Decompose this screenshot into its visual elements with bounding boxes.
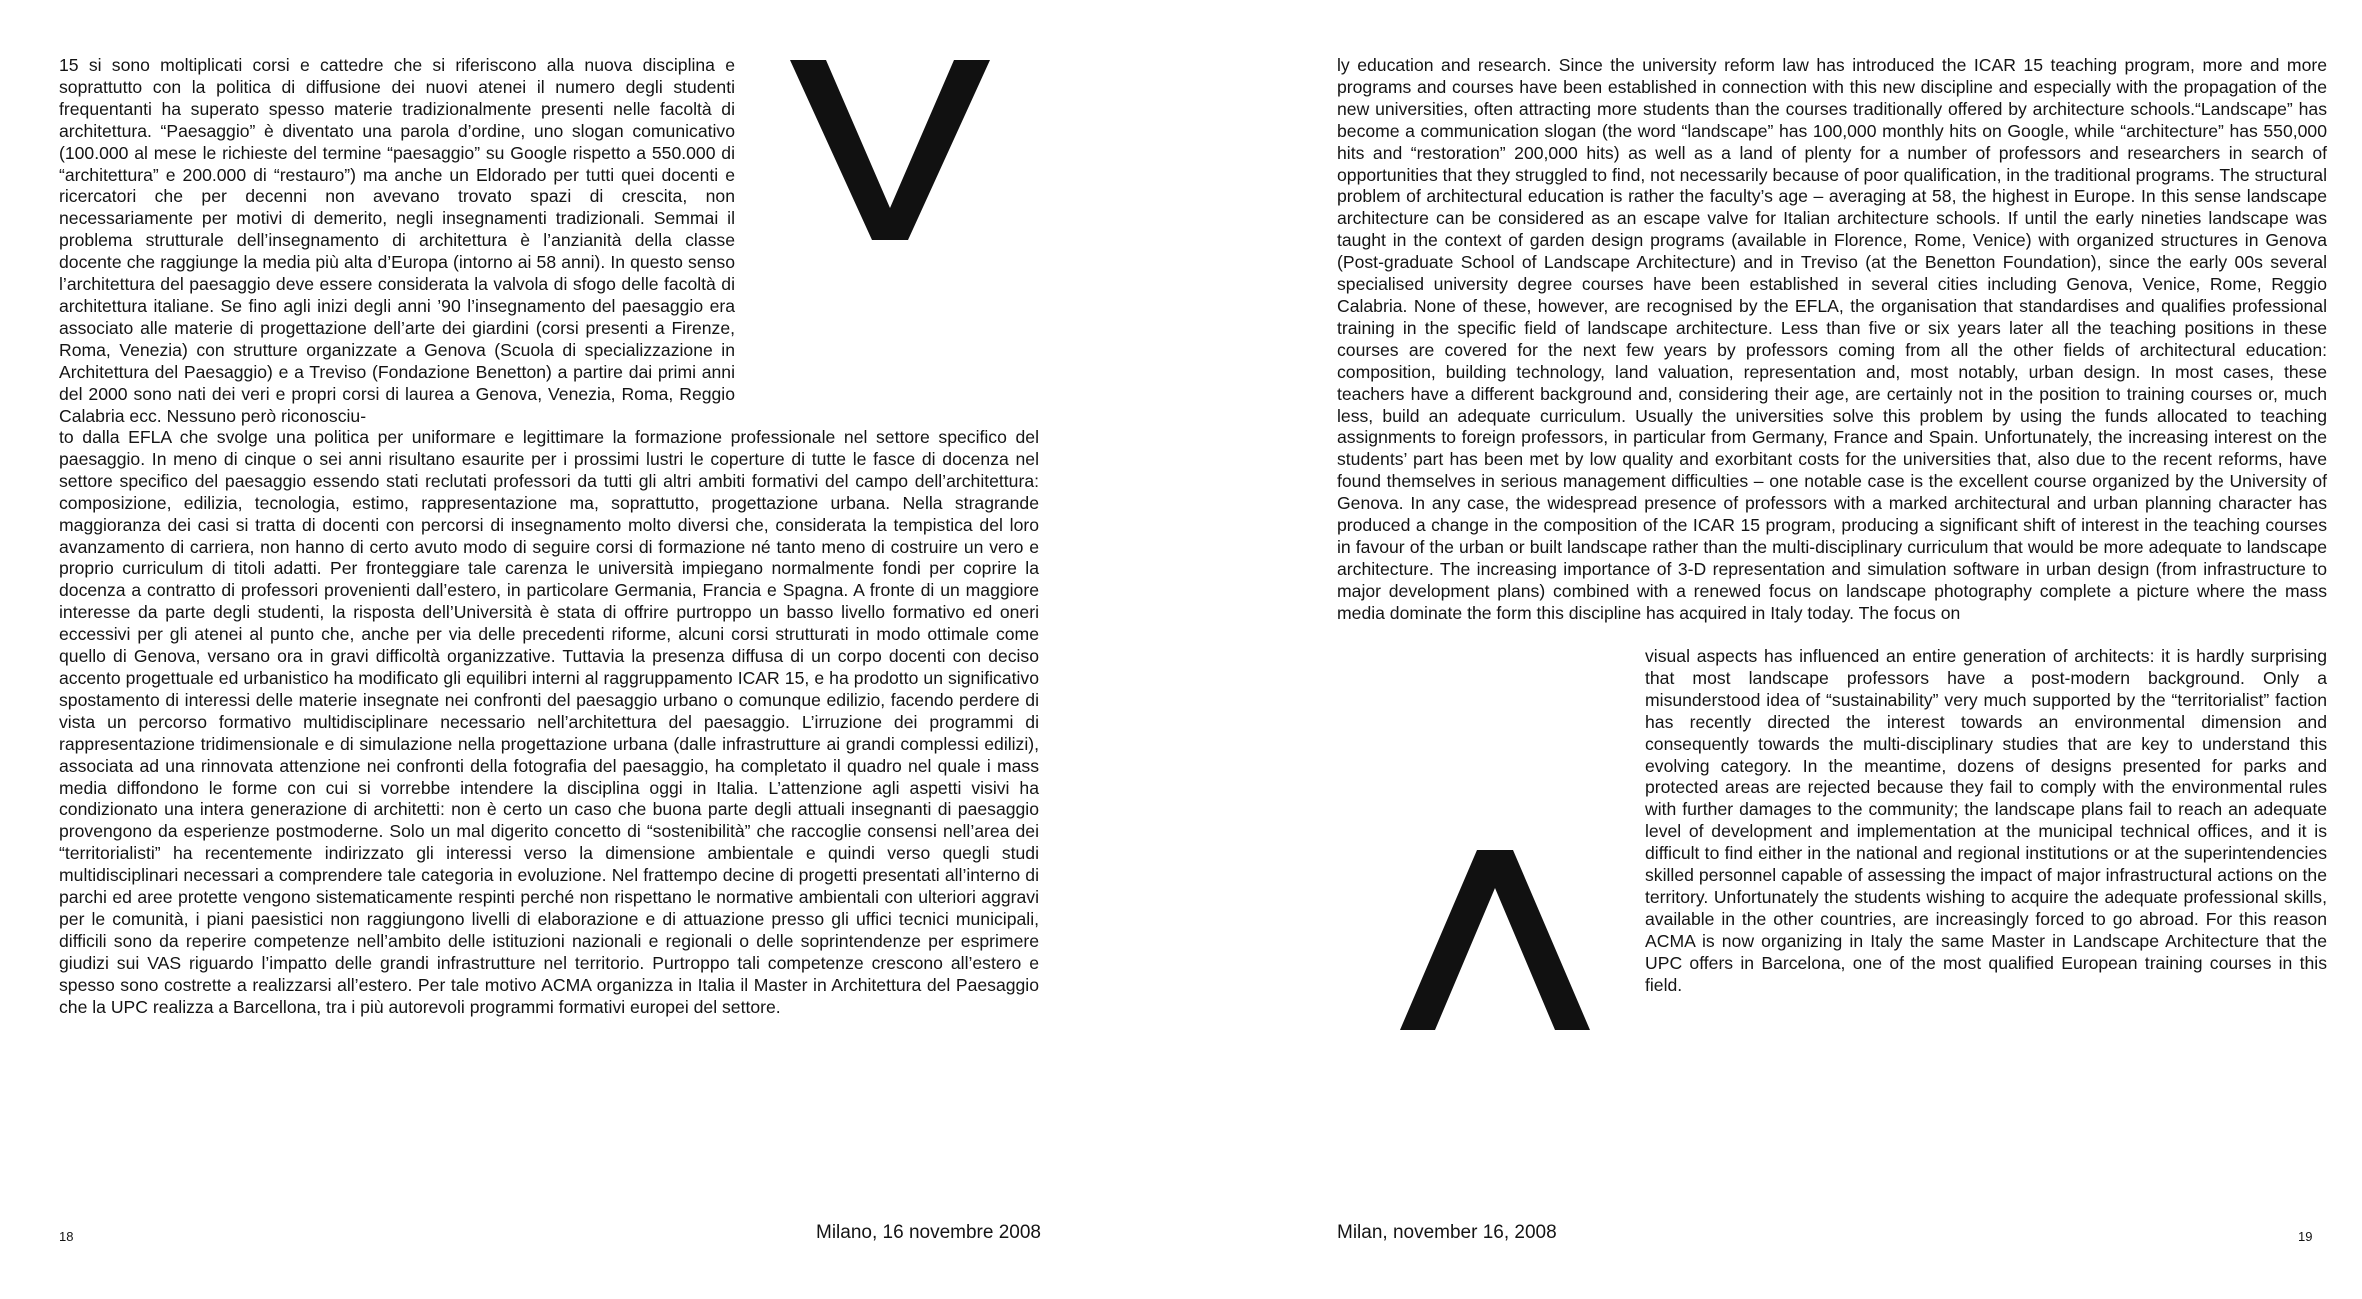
left-place-date: Milano, 16 novembre 2008 — [816, 1222, 1041, 1243]
right-place-date: Milan, november 16, 2008 — [1337, 1222, 1557, 1243]
big-letter-lambda-glyph — [1400, 850, 1590, 1030]
right-page-number: 19 — [2298, 1229, 2313, 1244]
right-page — [1181, 0, 2362, 1299]
left-text-bottom: to dalla EFLA che svolge una politica per uniformare e legittimare la formazione professionale nel settore specifico del paesaggio. In meno di cinque o sei anni risultano esaurite per i prossimi lustri le coperture di tutte le fasce di docenza nel settore specifico del paesaggio essendo stati reclutati professori da tutti gli altri ambiti formativi del campo dell’architettura: composizione, edilizia, tecnologia, estimo, rappresentazione ma, soprattutto, progettazione urbana. Nella stragrande maggioranza dei casi si tratta di docenti con percorsi di insegnamento molto diversi che, considerata la tempistica del loro avanzamento di carriera, non hanno di certo avuto modo di seguire corsi di formazione né tanto meno di costruire un vero e proprio curriculum di titoli adatti. Per fronteggiare tale carenza le università impiegano normalmente fondi per coprire la docenza a contratto di professori provenienti dall’estero, in particolare Germania, Francia e Spagna. A fronte di un maggiore interesse da parte degli studenti, la risposta dell’Università è stata di offrire purtroppo un basso livello formativo ed oneri eccessivi per gli atenei al punto che, anche per via delle precedenti riforme, alcuni corsi strutturati in modo ottimale come quello di Genova, versano ora in gravi difficoltà organizzative. Tuttavia la presenza diffusa di un corpo docenti con deciso accento progettuale ed urbanistico ha modificato gli equilibri interni al raggruppamento ICAR 15, e ha prodotto un significativo spostamento di interessi delle materie insegnate nei confronti del paesaggio urbano o comunque edilizio, facendo perdere di vista un percorso formativo multidisciplinare necessario nell’architettura del paesaggio. L’irruzione dei programmi di rappresentazione tridimensionale e di simulazione nella progettazione urbana (dalle infrastrutture ai grandi complessi edilizi), associata ad una rinnovata attenzione nei confronti della fotografia del paesaggio, ha completato il quadro nel quale i mass media diffondono le forme con cui si vorrebbe intendere la disciplina oggi in Italia. L’attenzione agli aspetti visivi ha condizionato una intera generazione di architetti: non è certo un caso che buona parte degli attuali insegnanti di paesaggio provengono da esperienze postmoderne. Solo un mal digerito concetto di “sostenibilità” che raccoglie consensi nell’area dei “territorialisti” ha recentemente indirizzato gli interessi verso la dimensione ambientale e quindi verso quegli studi multidisciplinari necessari a comprendere tale categoria in evoluzione. Nel frattempo decine di progetti presentati all’interno di parchi ed aree protette vengono sistematicamente respinti perché non rispettano le normative ambientali con ulteriori aggravi per le comunità, i piani paesistici non raggiungono livelli di elaborazione e di attuazione presso gli uffici tecnici municipali, difficili sono da reperire competenze nell’ambito delle istituzioni nazionali e regionali o delle soprintendenze per esprimere giudizi sui VAS riguardo l’impatto delle grandi infrastrutture nel territorio. Purtroppo tali competenze crescono all’estero e spesso sono costrette a realizzarsi all’estero. Per tale motivo ACMA organizza in Italia il Master in Architettura del Paesaggio che la UPC realizza a Barcellona, tra i più autorevoli programmi formativi europei del settore. — [59, 427, 1039, 1017]
left-page-number: 18 — [59, 1229, 74, 1244]
right-text-top: ly education and research. Since the university reform law has introduced the ICAR 15 teaching program, more and more programs and courses have been established in connection with this new discipline and especially with the propagation of the new universities, often attracting more students than the courses traditionally offered by architecture schools.“Landscape” has become a communication slogan (the word “landscape” has 100,000 monthly hits on Google, while “architecture” has 550,000 hits and “restoration” 200,000 hits) as well as a land of plenty for a number of professors and researchers in search of opportunities that they struggled to find, not necessarily because of poor qualification, in the traditional programs. The structural problem of architectural education is rather the faculty’s age – averaging at 58, the highest in Europe. In this sense landscape architecture can be considered as an escape valve for Italian architecture schools. If until the early nineties landscape was taught in the context of garden design programs (available in Florence, Rome, Venice) with organized structures in Genova (Post-graduate School of Landscape Architecture) and in Treviso (at the Benetton Foundation), since the early 00s several specialised university degree courses have been established in several cities including Genova, Venice, Rome, Reggio Calabria. None of these, however, are recognised by the EFLA, the organisation that standardises and qualifies professional training in the specific field of landscape architecture. Less than five or six years later all the teaching positions in these courses are covered for the next few years by professors coming from all the other fields of architectural education: composition, building technology, land valuation, representation and, most notably, urban design. In most cases, these teachers have a different background and, considering their age, are certainly not in the position to training courses or, much less, build an adequate curriculum. Usually the universities solve this problem by using the funds allocated to teaching assignments to foreign professors, in particular from Germany, France and Spain. Unfortunately, the increasing interest on the students’ part has been met by low quality and exorbitant costs for the universities that, also due to the recent reforms, have found themselves in serious management difficulties – one notable case is the excellent course organized by the University of Genova. In any case, the widespread presence of professors with a marked architectural and urban planning character has produced a change in the composition of the ICAR 15 program, producing a significant shift of interest in the teaching courses in favour of the urban or built landscape rather than the multi-disciplinary curriculum that would be more adequate to landscape architecture. The increasing importance of 3-D representation and simulation software in urban design (from infrastructure to major development plans) combined with a renewed focus on landscape photography complete a picture where the mass media dominate the form this discipline has acquired in Italy today. The focus on — [1337, 55, 2327, 623]
right-text-bottom: visual aspects has influenced an entire generation of architects: it is hardly surprising that most landscape professors have a post-modern background. Only a misunderstood idea of “sustainability” very much supported by the “territorialist” faction has recently directed the interest towards an environmental dimension and consequently towards the multi-disciplinary studies that are key to understand this evolving category. In the meantime, dozens of designs presented for parks and protected areas are rejected because they fail to comply with the environmental rules with further damages to the community; the landscape plans fail to reach an adequate level of development and implementation at the municipal technical offices, and it is difficult to find either in the national and regional institutions or at the superintendencies skilled personnel capable of assessing the impact of major infrastructural actions on the territory. Unfortunately the students wishing to acquire the adequate professional skills, available in the other countries, are increasingly forced to go abroad. For this reason ACMA is now organizing in Italy the same Master in Landscape Architecture that the UPC offers in Barcelona, one of the most qualified European training courses in this field. — [1645, 646, 2327, 995]
big-letter-v-glyph — [790, 60, 990, 240]
left-text-top: 15 si sono moltiplicati corsi e cattedre che si riferiscono alla nuova disciplina e soprattutto con la politica di diffusione dei nuovi atenei il numero degli studenti frequentanti ha superato spesso materie tradizionalmente presenti nelle facoltà di architettura. “Paesaggio” è diventato una parola d’ordine, uno slogan comunicativo (100.000 al mese le richieste del termine “paesaggio” su Google rispetto a 550.000 di “architettura” e 200.000 di “restauro”) ma anche un Eldorado per tutti quei docenti e ricercatori che per decenni non avevano trovato spazi di crescita, non necessariamente per motivi di demerito, negli insegnamenti tradizionali. Semmai il problema strutturale dell’insegnamento di architettura è l’anzianità della classe docente che raggiunge la media più alta d’Europa (intorno ai 58 anni). In questo senso l’architettura del paesaggio deve essere considerata la valvola di sfogo delle facoltà di architettura italiane. Se fino agli inizi degli anni ’90 l’insegnamento del paesaggio era associato alle materie di progettazione dell’arte dei giardini (corsi presenti a Firenze, Roma, Venezia) con strutture organizzate a Genova (Scuola di specializzazione in Architettura del Paesaggio) e a Treviso (Fondazione Benetton) a partire dai primi anni del 2000 sono nati dei veri e propri corsi di laurea a Genova, Venezia, Roma, Reggio Calabria ecc. Nessuno però riconosciu- — [59, 55, 735, 426]
